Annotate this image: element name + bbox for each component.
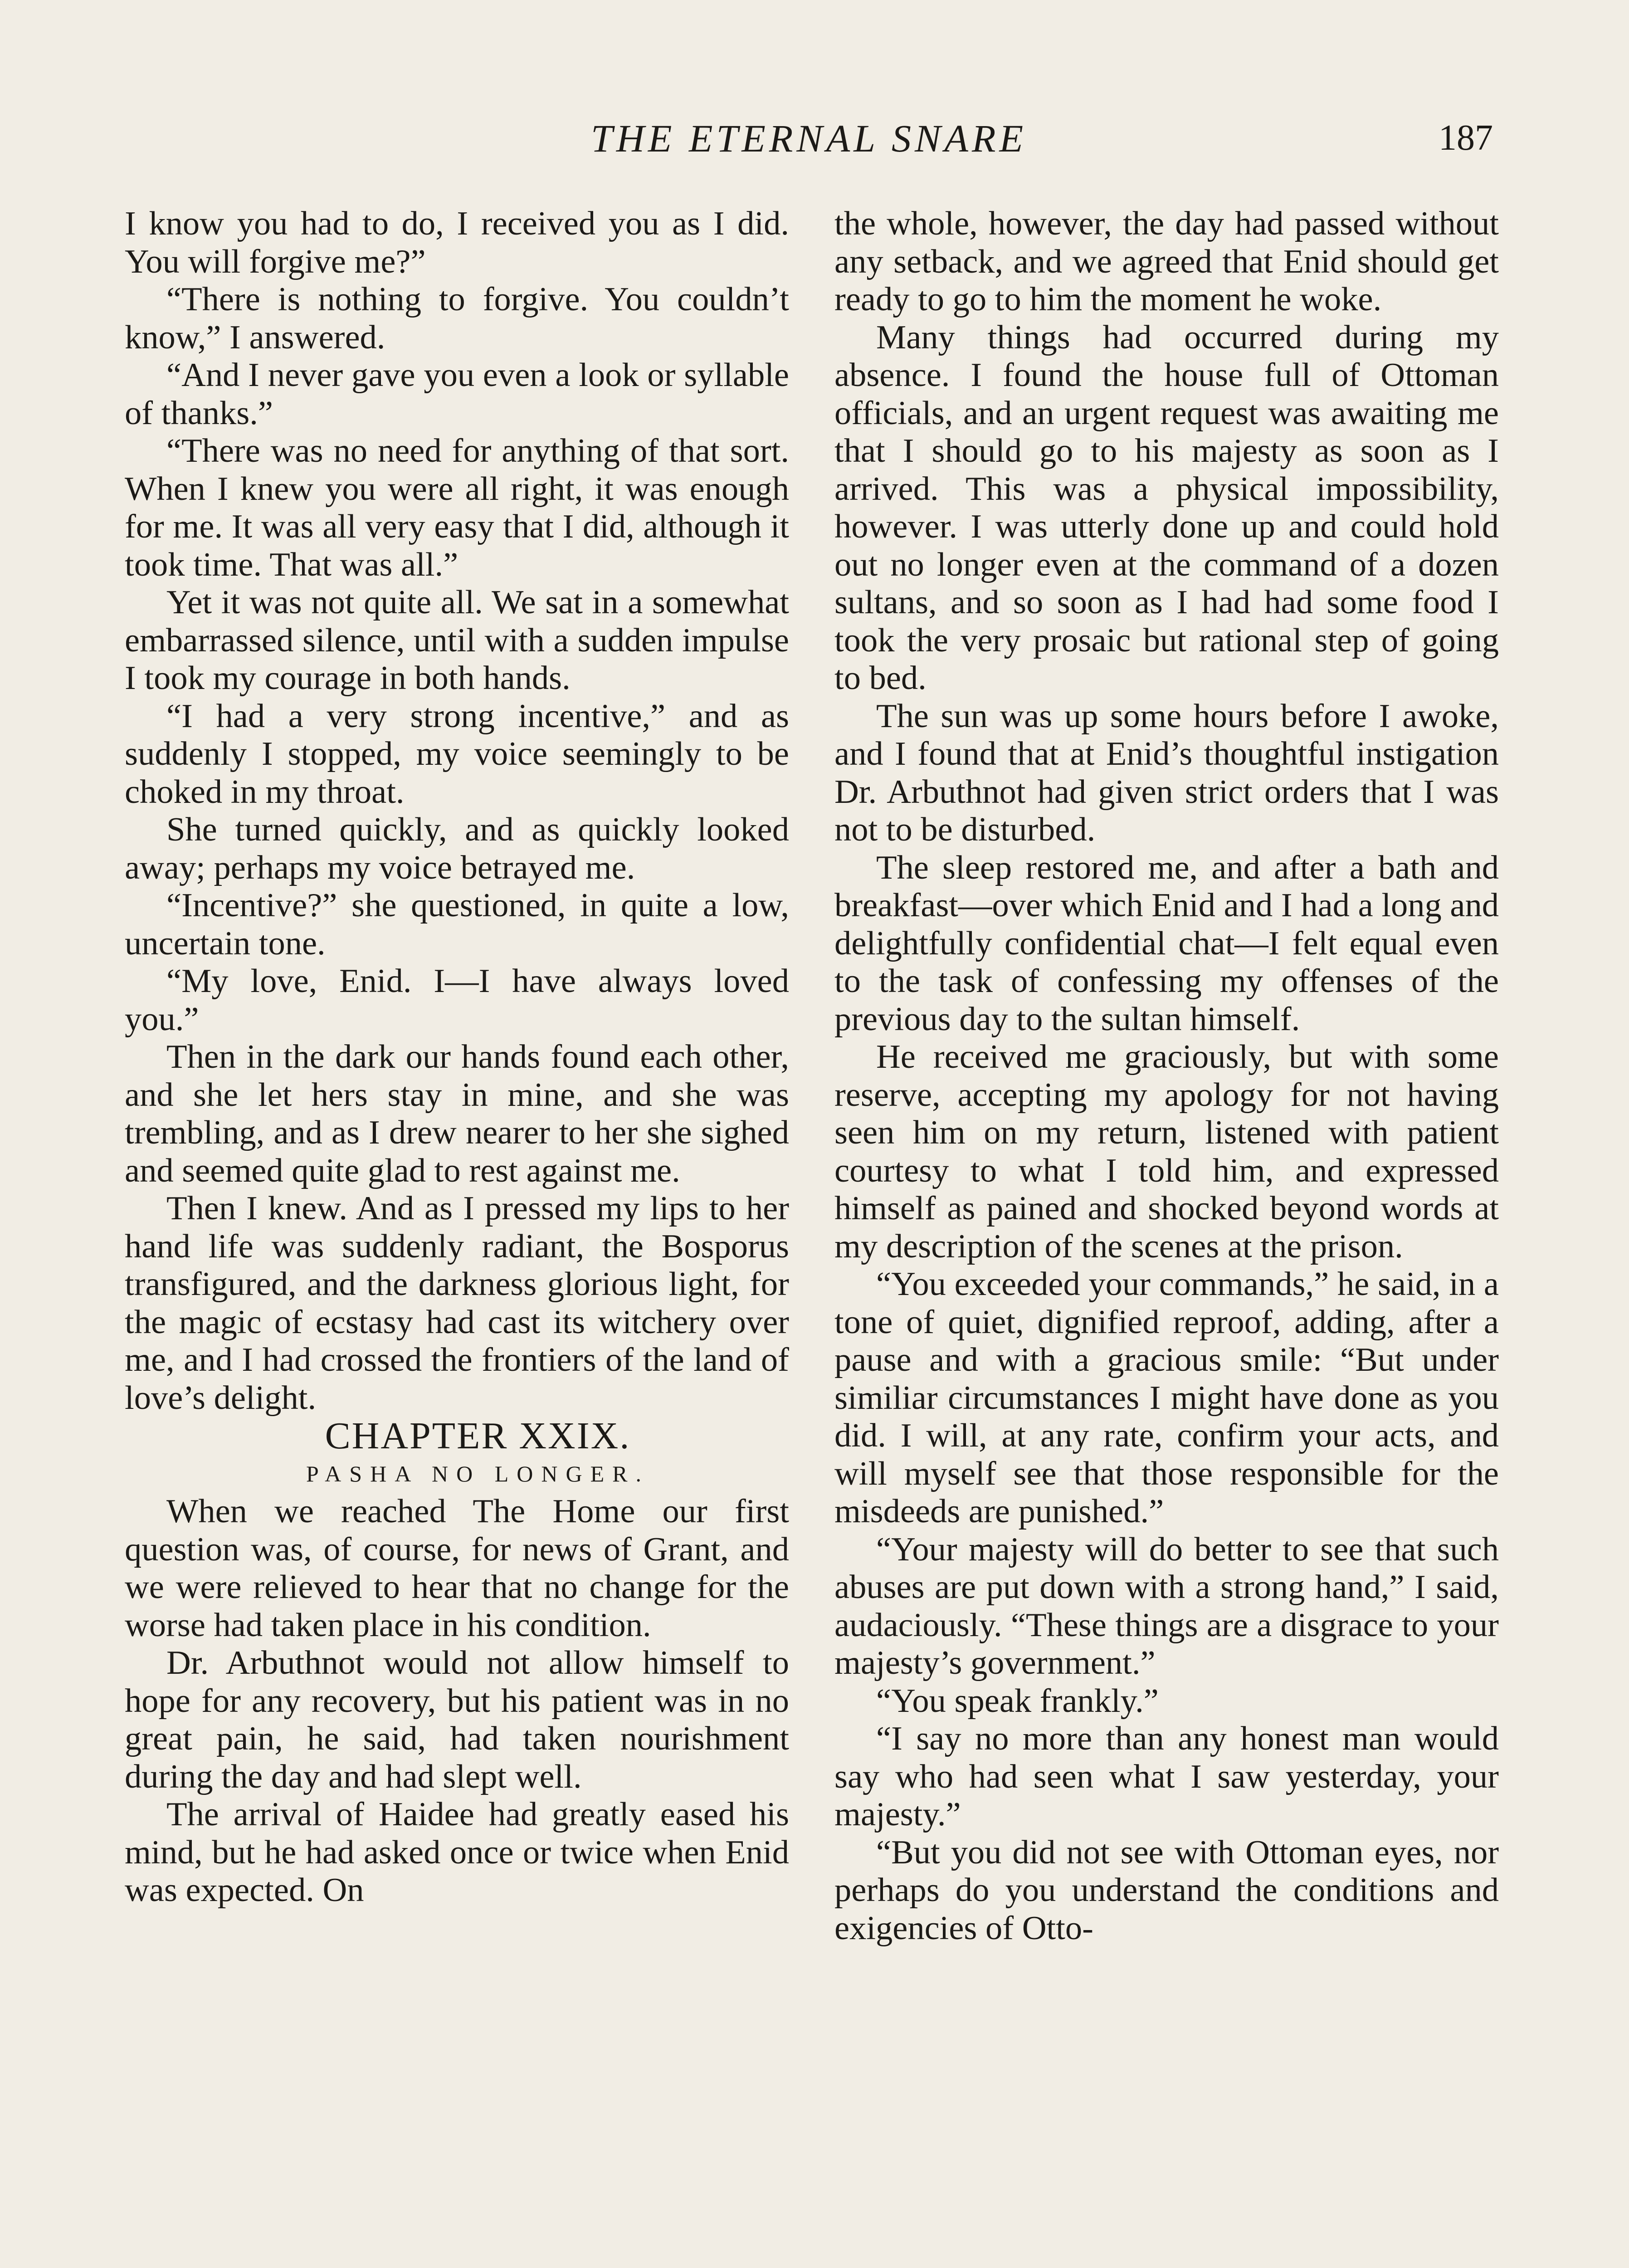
paragraph: “You speak frankly.” [876,1682,1159,1720]
paragraph: Dr. Arbuthnot would not allow himself to hope for any recovery, but his patient was in no great pain, he said, had taken nourishment during the day and had slept well. [125,1644,789,1795]
paragraph: “But you did not see with Ottoman eyes, nor perhaps do you understand the conditions and exigencies of Otto- [834,1833,1499,1947]
right-column [834,205,1499,1947]
paragraph: “You exceeded your commands,” he said, in a tone of quiet, dignified reproof, adding, after a pause and with a gracious smile: “But under similiar circumstances I might have done as you did. I will, at any rate, confirm your acts, and will myself see that those responsible for the misdeeds are punished.” [834,1266,1499,1530]
paragraph: “There is nothing to forgive. You couldn’t know,” I answered. [125,281,789,356]
chapter-subtitle: PASHA NO LONGER. [306,1461,650,1486]
running-title: THE ETERNAL SNARE [590,117,1027,160]
paragraph: The sun was up some hours before I awoke, and I found that at Enid’s thoughtful instigation Dr. Arbuthnot had given strict orders that I was not to be disturbed. [834,697,1499,848]
paragraph: “There was no need for anything of that sort. When I knew you were all right, it was enough for me. It was all very easy that I did, although it took time. That was all.” [125,432,789,583]
paragraph: “Your majesty will do better to see that such abuses are put down with a strong hand,” I said, audaciously. “These things are a disgrace to your majesty’s government.” [834,1530,1499,1681]
chapter-title: CHAPTER XXIX. [325,1415,631,1457]
paragraph: “I had a very strong incentive,” and as suddenly I stopped, my voice seemingly to be choked in my throat. [125,697,789,811]
page-number: 187 [1439,118,1493,158]
paragraph: She turned quickly, and as quickly looked away; perhaps my voice betrayed me. [125,811,789,886]
paragraph: “My love, Enid. I—I have always loved you.” [125,963,789,1038]
paragraph: “And I never gave you even a look or syllable of thanks.” [125,357,789,432]
paragraph: the whole, however, the day had passed without any setback, and we agreed that Enid should get ready to go to him the moment he woke. [834,205,1499,318]
paragraph: I know you had to do, I received you as I did. You will forgive me?” [125,205,789,280]
paragraph: Then I knew. And as I pressed my lips to her hand life was suddenly radiant, the Bosporus transfigured, and the darkness glorious light, for the magic of ecstasy had cast its witchery over me, and I had crossed the frontiers of the land of love’s delight. [125,1190,789,1417]
paragraph: The arrival of Haidee had greatly eased his mind, but he had asked once or twice when Enid was expected. On [125,1796,789,1909]
paragraph: The sleep restored me, and after a bath and breakfast—over which Enid and I had a long and delightfully confidential chat—I felt equal even to the task of confessing my offenses of the previous day to the sultan himself. [834,849,1499,1038]
paragraph: “I say no more than any honest man would say who had seen what I saw yesterday, your majesty.” [834,1720,1499,1833]
paragraph: Many things had occurred during my absence. I found the house full of Ottoman officials, and an urgent request was awaiting me that I should go to his majesty as soon as I arrived. This was a physical impossibility, however. I was utterly done up and could hold out no longer even at the command of a dozen sultans, and so soon as I had had some food I took the very prosaic but rational step of going to bed. [834,318,1499,697]
paragraph: “Incentive?” she questioned, in quite a low, uncertain tone. [125,887,789,962]
paragraph: Then in the dark our hands found each other, and she let hers stay in mine, and she was trembling, and as I drew nearer to her she sighed and seemed quite glad to rest against me. [125,1038,789,1189]
paragraph: When we reached The Home our first question was, of course, for news of Grant, and we were relieved to hear that no change for the worse had taken place in his condition. [125,1493,789,1644]
running-head [125,116,1493,170]
left-column [125,205,789,1910]
paragraph: Yet it was not quite all. We sat in a somewhat embarrassed silence, until with a sudden impulse I took my courage in both hands. [125,584,789,697]
paragraph: He received me graciously, but with some reserve, accepting my apology for not having seen him on my return, listened with patient courtesy to what I told him, and expressed himself as pained and shocked beyond words at my description of the scenes at the prison. [834,1038,1499,1265]
